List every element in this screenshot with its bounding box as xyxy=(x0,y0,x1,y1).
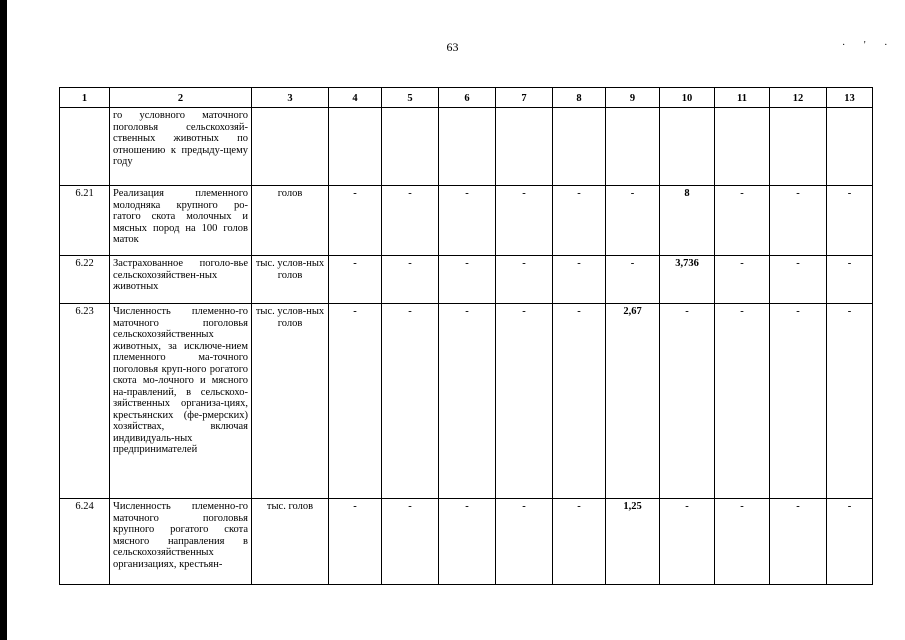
value-cell-col-5: - xyxy=(382,304,439,499)
column-header-4: 4 xyxy=(329,88,382,108)
column-header-2: 2 xyxy=(110,88,252,108)
unit-cell xyxy=(252,108,329,186)
value-cell-col-13: - xyxy=(827,304,873,499)
value-cell-col-6: - xyxy=(439,304,496,499)
value-cell-col-9: 2,67 xyxy=(606,304,660,499)
value-cell-col-13 xyxy=(827,108,873,186)
value-cell-col-6 xyxy=(439,108,496,186)
value-cell-col-4: - xyxy=(329,499,382,585)
value-cell-col-8: - xyxy=(553,186,606,256)
table-header-row xyxy=(60,88,873,108)
page-number: 63 xyxy=(446,40,459,54)
value-cell-col-12: - xyxy=(770,256,827,304)
column-header-8: 8 xyxy=(553,88,606,108)
column-header-11: 11 xyxy=(715,88,770,108)
value-cell-col-11: - xyxy=(715,499,770,585)
scan-specks: · ' · xyxy=(842,40,896,51)
indicator-description-cell: го условного маточного поголовья сельскохозяй-ственных животных по отношению к предыду-щему году xyxy=(110,108,252,186)
value-cell-col-8: - xyxy=(553,256,606,304)
value-cell-col-7: - xyxy=(496,186,553,256)
table-body xyxy=(60,108,873,585)
scan-left-edge xyxy=(0,0,7,640)
value-cell-col-13: - xyxy=(827,186,873,256)
column-header-13: 13 xyxy=(827,88,873,108)
indicator-description-cell: Численность племенно-го маточного поголовья сельскохозяйственных животных, за исключе-нием племенного ма-точного поголовья круп-ного рогатого скота мо-лочного и мясного на-правлений, в сельскохо-зяйственных организа-циях, крестьянских (фе-рмерских) хозяйствах, включая индивидуаль-ных предпринимателей xyxy=(110,304,252,499)
value-cell-col-5 xyxy=(382,108,439,186)
value-cell-col-5: - xyxy=(382,186,439,256)
value-cell-col-11 xyxy=(715,108,770,186)
value-cell-col-4: - xyxy=(329,304,382,499)
row-number-cell: 6.23 xyxy=(60,304,110,499)
value-cell-col-7 xyxy=(496,108,553,186)
value-cell-col-10 xyxy=(660,108,715,186)
value-cell-col-10: - xyxy=(660,304,715,499)
unit-cell: голов xyxy=(252,186,329,256)
table-row xyxy=(60,108,873,186)
value-cell-col-4 xyxy=(329,108,382,186)
value-cell-col-12: - xyxy=(770,499,827,585)
column-header-10: 10 xyxy=(660,88,715,108)
column-header-7: 7 xyxy=(496,88,553,108)
column-header-3: 3 xyxy=(252,88,329,108)
value-cell-col-5: - xyxy=(382,256,439,304)
indicator-description-cell: Численность племенно-го маточного поголовья крупного рогатого скота мясного направления в сельскохозяйственных организациях, крестьян- xyxy=(110,499,252,585)
value-cell-col-9: - xyxy=(606,186,660,256)
value-cell-col-13: - xyxy=(827,256,873,304)
unit-cell: тыс. услов-ных голов xyxy=(252,304,329,499)
value-cell-col-11: - xyxy=(715,186,770,256)
value-cell-col-8: - xyxy=(553,304,606,499)
column-header-12: 12 xyxy=(770,88,827,108)
value-cell-col-8: - xyxy=(553,499,606,585)
value-cell-col-6: - xyxy=(439,499,496,585)
indicator-description-cell: Застрахованное поголо-вье сельскохозяйствен-ных животных xyxy=(110,256,252,304)
value-cell-col-4: - xyxy=(329,186,382,256)
value-cell-col-8 xyxy=(553,108,606,186)
value-cell-col-7: - xyxy=(496,256,553,304)
value-cell-col-9 xyxy=(606,108,660,186)
value-cell-col-12: - xyxy=(770,186,827,256)
table-row xyxy=(60,499,873,585)
value-cell-col-5: - xyxy=(382,499,439,585)
indicator-description-cell: Реализация племенного молодняка крупного ро-гатого скота молочных и мясных пород на 100 голов маток xyxy=(110,186,252,256)
value-cell-col-4: - xyxy=(329,256,382,304)
value-cell-col-6: - xyxy=(439,186,496,256)
value-cell-col-12 xyxy=(770,108,827,186)
value-cell-col-11: - xyxy=(715,256,770,304)
table-row xyxy=(60,304,873,499)
unit-cell: тыс. услов-ных голов xyxy=(252,256,329,304)
value-cell-col-9: 1,25 xyxy=(606,499,660,585)
column-header-6: 6 xyxy=(439,88,496,108)
value-cell-col-6: - xyxy=(439,256,496,304)
value-cell-col-10: 8 xyxy=(660,186,715,256)
value-cell-col-11: - xyxy=(715,304,770,499)
value-cell-col-10: 3,736 xyxy=(660,256,715,304)
value-cell-col-13: - xyxy=(827,499,873,585)
row-number-cell: 6.21 xyxy=(60,186,110,256)
unit-cell: тыс. голов xyxy=(252,499,329,585)
value-cell-col-7: - xyxy=(496,499,553,585)
column-header-1: 1 xyxy=(60,88,110,108)
column-header-5: 5 xyxy=(382,88,439,108)
value-cell-col-12: - xyxy=(770,304,827,499)
value-cell-col-10: - xyxy=(660,499,715,585)
table-row xyxy=(60,186,873,256)
table-row xyxy=(60,256,873,304)
value-cell-col-9: - xyxy=(606,256,660,304)
indicators-table xyxy=(59,87,873,585)
row-number-cell xyxy=(60,108,110,186)
row-number-cell: 6.22 xyxy=(60,256,110,304)
row-number-cell: 6.24 xyxy=(60,499,110,585)
column-header-9: 9 xyxy=(606,88,660,108)
value-cell-col-7: - xyxy=(496,304,553,499)
